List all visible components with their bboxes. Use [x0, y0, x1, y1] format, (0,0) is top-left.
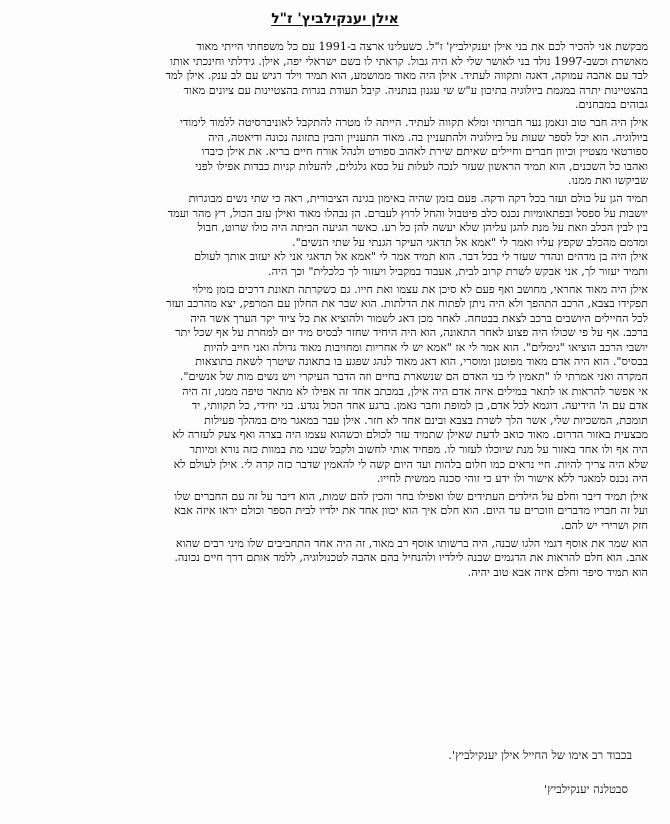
paragraph-line: לכל החיילים היושבים ברכב לצאת בבטחה. לאחר מכן דאג לשמור ולהוציא את כל ציוד יקר הערך אשר היה: [190, 311, 648, 325]
paragraph-line: ועל זה חבריו מדברים וזוכרים עד היום. הוא חלם איך הוא יכוון אחד את ילדיו לבית הספר וכולם יראו איזה אבא: [174, 504, 648, 518]
paragraph-line: תפקידו בצבא, הרכב התהפך ולא היה ניתן לפתוח את הדלתות. הוא שבר את החלון עם המרפק, יצא מהרכב ועזר: [166, 297, 648, 311]
letter-title: [0, 10, 670, 28]
letter-signoff: [0, 748, 632, 796]
paragraph-line: אי אפשר להראות או לתאר במילים איזה אדם היה אילן, במכתב אחד זה אפילו לא מתאר טיפה ממנו, זה היה: [182, 384, 648, 398]
paragraph-line: ותמיד יעזור לך, אני אבקש לשרת קרוב לבית, אעבוד במקביל ויעזור לך כלכלית" וכך היה.: [268, 264, 648, 278]
paragraph-line: תמיד הגן על כולם ועזר בכל דקה ודקה. פעם בזמן שהיה באימון בגינה הציבורית, ראה כי שתי נשים מבוגרות: [188, 191, 648, 205]
paragraph-line: שביקשו ואת ממנו.: [568, 174, 648, 188]
paragraph-line: הוא שמר את אוסף דגמי הלגו שבנה, היה ברשותו אוסף רב מאוד, זה היה אחד התחביבים שלו מיני רבים שהוא: [175, 536, 648, 550]
paragraph-line: גבוהים במבחנים.: [575, 98, 648, 112]
letter-title-text: אילן יענקילביץ' ז"ל: [271, 11, 399, 27]
paragraph-line: אילן תמיד דיבר וחלם על הילדים העתידים שלו ואפילו בחר והכין להם שמות, הוא דיבר על זה עם החברים שלו: [174, 489, 648, 503]
letter-paragraph: [28, 490, 648, 534]
paragraph-line: אילן היה חבר טוב ונאמן נער חברותי ומלא תקווה לעתיד. הייתה לו מטרה להתקבל לאוניברסיטה ללמוד לימודי: [179, 115, 648, 129]
paragraph-line: תומכת, המשכיות שלי, אשר הלך לשרת בצבא ובינם אחד לא חזר. אילן עבר במאגר מים במהלך פעילות: [204, 413, 648, 427]
paragraph-line: הוא תמיד סיפר וחלם איזה אבא טוב יהיה.: [467, 565, 648, 579]
paragraph-line: יושבות על ספסל ובפתאומיות נכנס כלב פיטבול והחל לרוץ לעברם. הן נבהלו מאוד ואילן עזב הכול, רץ מהר ועמד: [167, 206, 648, 220]
signature-name: סבטלנה יענקילביץ': [544, 782, 628, 796]
paragraph-line: היה נכנס למאגר ללא אישור ולו ידע כי זוהי סכנה ממשית לחייו.: [376, 472, 648, 486]
respect-line: בכבוד רב אימו של החייל אילן יענקילביץ'.: [448, 748, 632, 762]
paragraph-line: חזק ושרירי יש להם.: [560, 519, 648, 532]
paragraph-line: אדם עם ה' הידיעה. דוגמא לכל אדם, בן למופת וחבר נאמן. ברגע אחד הכול נגדע. בני יחידי, כל תקוותי, יד: [191, 399, 648, 413]
paragraph-line: לבד עם אהבה עמוקה, דאגה ותקווה לעתיד. אילן היה מאוד ממושמע, הוא תמיד וילד רגיש עם לב ענק. אילן למד: [165, 69, 648, 83]
paragraph-line: המקרה ואני אמרתי לו "תאמין לי בני האדם הם שנשארת בחיים וזה הדבר העיקרי ויש נשים מות של אנשים".: [179, 370, 648, 384]
paragraph-line: מבקשת אני להכיר לכם את בני אילן יענקילביץ' ז"ל. כשעלינו ארצה ב-1991 עם כל משפחתי הייתי מאוד: [196, 40, 648, 53]
paragraph-line: ספורטאי מצטיין וכיוון חברים וחיילים שאיתם שירת לאהוב ספורט ולנהל אורח חיים בריא. את אילן כיבדו: [201, 145, 648, 159]
paragraph-line: ואהבו כל השכנים, הוא תמיד הראשון שעזר לנכה לעלות על כסא גלגלים, להעלות קניות כבדות אפילו לפני: [195, 159, 648, 173]
letter-paragraph: [28, 283, 648, 487]
paragraph-line: שלא היה צריך להיות. חיי נראים כמו חלום בלהות ועד היום קשה לי להאמין שדבר כזה קרה לי. אילן לעולם לא: [173, 457, 648, 471]
paragraph-line: בין לבין הכלב וזאת על מנת להגן עליהן שלא יעשה להן כל רע. כאשר הגיעה הביתה היה כולו שרוט, חבול: [197, 221, 648, 235]
paragraph-line: אילן היה בן מדהים ונהדר שעזר לי בכל דבר. הוא תמיד אמר לי "אמא אל תדאגי אני לא יעזוב אותך לעולם: [194, 250, 648, 264]
letter-paragraph: [28, 116, 648, 189]
paragraph-line: ביולוגיה. הוא יכל לספר שעות על ביולוגיה ולהתעניין בה. מאוד התעניין והבין בתזונה נכונה ודיאטה, היה: [208, 130, 648, 144]
paragraph-line: היה אף ולו אחד באזור על מנת שיוכלו לעזור לו. מפחיד אותי לחשוב ולקבל שבני מת במוות כזה נורא ומיותר: [189, 443, 648, 457]
paragraph-line: אילן היה מאוד אחראי, מחושב ואף פעם לא סיכן את עצמו ואת חייו. גם כשקרתה תאונת דרכים בזמן מילוי: [192, 282, 648, 296]
paragraph-line: אהב. הוא חלם להראות את הדגמים שבנה לילדיו ולהנחיל בהם אהבה לטכנולוגיה, ללמד אותם דרך חיים נכונה.: [174, 551, 648, 565]
letter-paragraph: [28, 40, 648, 113]
paragraph-line: ברכב. אף על פי שכולו היה פצוע לאחר התאונה, הוא היה היחיד שחזר לבסיס מיד יום למחרת על אף שכל יתר: [175, 326, 648, 340]
letter-paragraph: [28, 537, 648, 581]
letter-paragraph: [28, 192, 648, 280]
paragraph-line: מאושרת וכשב-1997 נולד בני לאושר שלי לא היה גבול. קראתי לו בשם ישראלי יפה, אילן. גידלתי וחינכתי אותו: [170, 54, 648, 68]
paragraph-line: מבצעית באזור הדרום. מאוד כואב לדעת שאילן שתמיד עזר לכולם וכשהוא עצמו היה בצרה ואף צעק לעזרה לא: [172, 428, 648, 442]
paragraph-line: יושבי הרכב הוציאו "גימלים". הוא אמר לי אז "אמא יש לי אחריות ומחויבות מאוד גדולה ואני חייב להיות: [203, 340, 648, 354]
paragraph-line: בהצטיינות יתרה במגמת ביולוגיה בתיכון ע"ש שי עגנון בנתניה. קיבל תעודת בגרות בהצטיינות עם ציונים מאוד: [183, 83, 648, 97]
paragraph-line: בבסיס". הוא היה אדם מאוד מפוטנן ומוסרי, הוא דאג מאוד לנהג שפגע בו בתאונה שיטרך לשאת בתוצאות: [195, 355, 648, 369]
paragraph-line: ומדמם מהכלב שקפץ עליו ואמר לי "אמא אל תדאגי העיקר הגנתי על שתי הנשים".: [292, 235, 648, 249]
letter-body: [28, 40, 648, 583]
